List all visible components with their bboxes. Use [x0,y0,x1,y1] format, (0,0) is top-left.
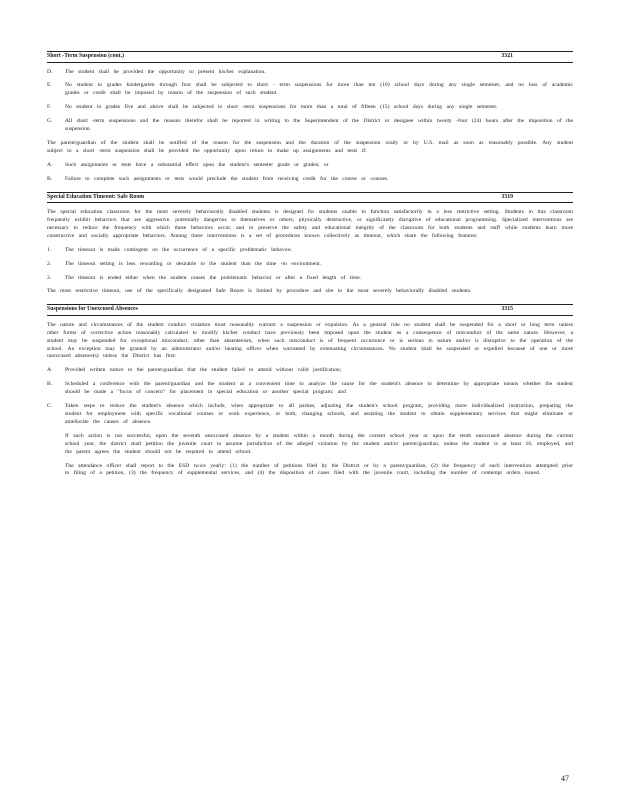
list-item [47,247,573,255]
list-text: The timeout is ended either when the student ceases the problematic behavior or after a fixed length of time. [65,274,362,281]
section-title: Special Education Timeout: Safe Room [47,193,145,200]
document-body [47,51,573,478]
list-text: Failure to complete such assignments or tests would preclude the student from receiving credit for the course or courses. [65,175,389,182]
list-label: A. [47,367,53,374]
list-text: Such assignments or tests have a substantial effect upon the student's semester grade or grades; or [65,161,329,168]
sub-paragraph: The attendance officer shall report to the ESD twice yearly: (1) the number of petitions filed by the District or by a parent/guardian, (2) the frequency of each intervention attempted prior to filing of a petition, (3) the frequency of supplemental services, and (4) the disposition of cases filed with the juvenile court, including the number of contempt orders issued. [65,462,573,477]
section-number: 3321 [501,53,513,59]
list-label: 3. [47,274,52,281]
section-header-short-term-suspension [47,51,573,63]
list-text: The timeout setting is less rewarding or desirable to the student than the time -in environment. [65,260,321,267]
paragraph: The special education classroom for the most severely behaviorally disabled students is designed for students unable to function satisfactorily in a less restrictive setting. Students in this classroom frequently exhibit behaviors that are aggressive, potentially dangerous to themselves or others, physically destructive, or significantly disruptive of educational programming. Specialized interventions are necessary to reduce the frequency with which these behaviors occur, and to preserve the safety and educational integrity of the classroom for both students and staff while students learn more constructive and socially appropriate behaviors. Among these interventions is a set of procedures known collectively as timeout, which share the following features: [47,209,573,239]
list-label: F. [47,104,52,111]
paragraph: The nature and circumstances of the student conduct violation must reasonably warrant a suspension or expulsion. As a general rule no student shall be suspended for a short or long term unless other forms of corrective action reasonably calculated to modify his/her conduct have previously been imposed upon the student as a consequence of misconduct of the same nature. However, a student may be suspended for exceptional misconduct, other than absenteeism, when such misconduct is of frequent occurrence or is serious in nature and/or is disruptive to the operation of the school. An exception may be granted by an administrator and/or hearing officer when warranted by extenuating circumstances. No student shall be suspended or expelled because of one or more unexcused absence(s) unless the District has first: [47,321,573,360]
list-item [47,69,573,77]
list-item [47,176,573,184]
list-text: Provided written notice to the parent/guardian that the student failed to attend without valid justification; [65,367,342,374]
list-label: B. [47,175,53,182]
section-header-unexcused-absences [47,304,573,316]
list-item [47,104,573,112]
list-label: B. [47,381,53,388]
list-label: 1. [47,246,52,253]
list-item [47,275,573,283]
list-text: The timeout is made contingent on the occurrence of a specific problematic behavior. [65,246,292,253]
list-item [47,367,573,375]
section-title: Short -Term Suspension (cont.) [47,53,125,59]
section-title: Suspensions for Unexcused Absences [47,306,138,313]
paragraph: The parent/guardian of the student shall be notified of the reason for the suspension and the duration of the suspension orally or by U.S. mail as soon as reasonably possible. Any student subject to a short -term suspension shall be provided the opportunity upon return to make up assignments and tests if: [47,139,573,154]
list-label: G. [47,118,53,125]
sub-paragraph: If such action is not successful, upon the seventh unexcused absence by a student within a month during the current school year or upon the tenth unexcused absence during the current school year, the district shall petition the juvenile court to assume jurisdiction of the alleged violation by the student and/or parent/guardian, unless the student is at least 16, employed, and the parent agrees the student should not be required to attend school. [65,432,573,455]
list-text: No student in grades five and above shall be subjected to short -term suspensions for more than a total of fifteen (15) school days during any single semester. [65,104,498,111]
section-header-safe-room [47,192,573,204]
list-label: 2. [47,260,52,267]
list-label: A. [47,161,53,168]
list-label: D. [47,68,53,75]
list-item [47,82,573,98]
list-label: E. [47,82,52,89]
page-number: 47 [561,774,569,783]
list-text: Taken steps to reduce the student's absence which include, when appropriate to all parties, adjusting the student's school program, providing more individualized instruction, preparing the student for employment with specific vocational courses or work experience, or both, changing schools, and assisting the student to obtain supplementary services that might eliminate or ameliorate the causes of absence. [65,403,573,425]
paragraph: The most restrictive timeout, use of the specifically designated Safe Room is limited by procedure and site to the most severely behaviorally disabled students. [47,288,472,295]
list-item [47,381,573,397]
section-number: 3315 [501,306,513,313]
list-item [47,118,573,134]
list-item [47,403,573,427]
list-label: C. [47,403,53,410]
list-text: No student in grades kindergarten through four shall be subjected to short - term suspensions for more than ten (10) school days during any single semester, and no loss of academic grades or credit shall be imposed by reason of the suspension of such student. [65,82,573,97]
list-item [47,261,573,269]
section-number: 3319 [501,193,513,200]
list-text: All short -term suspensions and the reasons therefor shall be reported in writing to the Superintendent of the District or designee within twenty -four (24) hours after the imposition of the suspension. [65,118,573,133]
list-item [47,162,573,170]
list-text: The student shall be provided the opportunity to present his/her explanation. [65,68,266,75]
list-text: Scheduled a conference with the parent/guardian and the student at a convenient time to analyze the cause for the student's absence to determine by appropriate means whether the student should be made a "focus of concern" for placement in special education or another special program; and [65,381,573,396]
